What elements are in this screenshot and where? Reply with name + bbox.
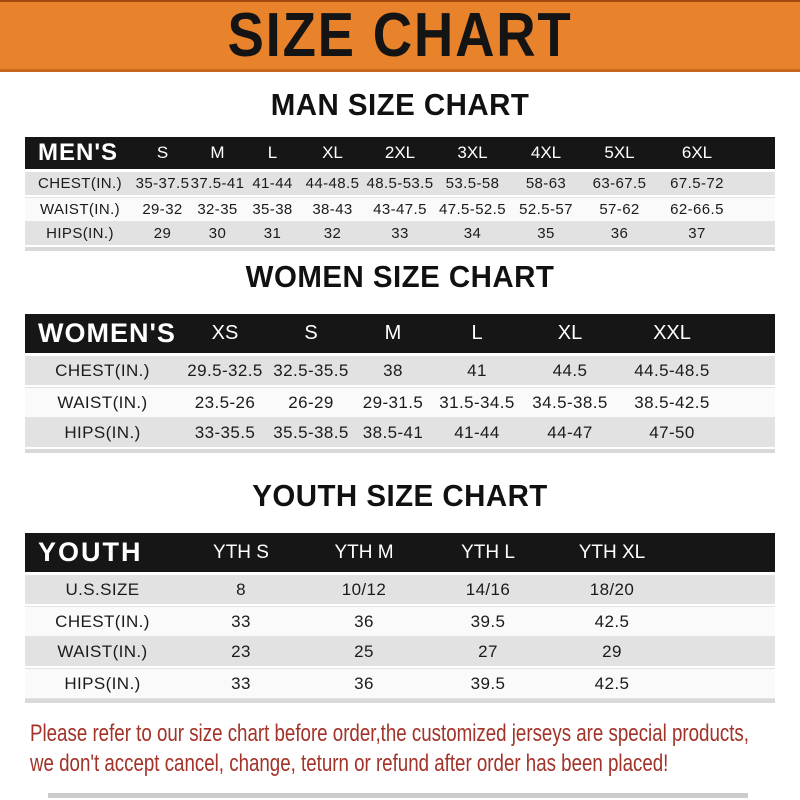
column-header-4xl: 4XL <box>510 137 582 172</box>
value-cell: 67.5-72 <box>657 172 737 197</box>
row-filler <box>724 387 775 418</box>
row-filler <box>724 418 775 449</box>
header-filler <box>737 137 775 172</box>
value-cell: 38.5-41 <box>352 418 434 449</box>
row-filler <box>737 172 775 197</box>
value-cell: 33 <box>180 668 302 699</box>
value-cell: 47-50 <box>620 418 724 449</box>
column-header-3xl: 3XL <box>435 137 510 172</box>
youth-section-heading: YOUTH SIZE CHART <box>252 478 548 513</box>
column-header-l: L <box>245 137 300 172</box>
row-filler <box>674 606 775 637</box>
column-header-xl: XL <box>520 314 620 356</box>
column-header-2xl: 2XL <box>365 137 435 172</box>
women-row-chestin <box>25 356 775 387</box>
value-cell: 35-38 <box>245 197 300 222</box>
youth-row-waistin <box>25 637 775 668</box>
disclaimer-line-2: we don't accept cancel, change, teturn or refund after order has been placed! <box>30 750 669 777</box>
column-header-6xl: 6XL <box>657 137 737 172</box>
column-header-5xl: 5XL <box>582 137 657 172</box>
value-cell: 23.5-26 <box>180 387 270 418</box>
row-label: WAIST(IN.) <box>25 637 180 668</box>
value-cell: 53.5-58 <box>435 172 510 197</box>
value-cell: 36 <box>302 668 426 699</box>
column-header-m: M <box>352 314 434 356</box>
value-cell: 57-62 <box>582 197 657 222</box>
value-cell: 37.5-41 <box>190 172 245 197</box>
row-filler <box>724 356 775 387</box>
row-label: HIPS(IN.) <box>25 668 180 699</box>
column-header-s: S <box>270 314 352 356</box>
value-cell: 63-67.5 <box>582 172 657 197</box>
value-cell: 35 <box>510 222 582 247</box>
row-filler <box>674 575 775 606</box>
row-filler <box>674 668 775 699</box>
men-row-chestin <box>25 172 775 197</box>
value-cell: 26-29 <box>270 387 352 418</box>
column-header-xxl: XXL <box>620 314 724 356</box>
value-cell: 48.5-53.5 <box>365 172 435 197</box>
row-label: HIPS(IN.) <box>25 418 180 449</box>
value-cell: 25 <box>302 637 426 668</box>
value-cell: 41 <box>434 356 520 387</box>
row-label: U.S.SIZE <box>25 575 180 606</box>
column-header-s: S <box>135 137 190 172</box>
value-cell: 31 <box>245 222 300 247</box>
value-cell: 42.5 <box>550 606 674 637</box>
section-women <box>0 259 800 453</box>
value-cell: 10/12 <box>302 575 426 606</box>
value-cell: 35.5-38.5 <box>270 418 352 449</box>
value-cell: 29-31.5 <box>352 387 434 418</box>
youth-size-table <box>25 533 775 703</box>
value-cell: 32.5-35.5 <box>270 356 352 387</box>
size-chart-banner <box>0 0 800 72</box>
row-label: WAIST(IN.) <box>25 197 135 222</box>
value-cell: 32-35 <box>190 197 245 222</box>
value-cell: 52.5-57 <box>510 197 582 222</box>
column-header-yth-s: YTH S <box>180 533 302 575</box>
value-cell: 39.5 <box>426 668 550 699</box>
value-cell: 8 <box>180 575 302 606</box>
women-header-row <box>25 314 775 356</box>
column-header-m: M <box>190 137 245 172</box>
youth-table-label: YOUTH <box>25 533 180 575</box>
value-cell: 43-47.5 <box>365 197 435 222</box>
value-cell: 37 <box>657 222 737 247</box>
women-section-heading: WOMEN SIZE CHART <box>245 259 555 294</box>
men-header-row <box>25 137 775 172</box>
value-cell: 29.5-32.5 <box>180 356 270 387</box>
column-header-yth-m: YTH M <box>302 533 426 575</box>
header-filler <box>674 533 775 575</box>
column-header-yth-xl: YTH XL <box>550 533 674 575</box>
value-cell: 30 <box>190 222 245 247</box>
value-cell: 44-48.5 <box>300 172 365 197</box>
value-cell: 31.5-34.5 <box>434 387 520 418</box>
row-label: WAIST(IN.) <box>25 387 180 418</box>
value-cell: 44.5 <box>520 356 620 387</box>
men-section-heading: MAN SIZE CHART <box>270 87 530 122</box>
value-cell: 47.5-52.5 <box>435 197 510 222</box>
men-row-hipsin <box>25 222 775 247</box>
value-cell: 39.5 <box>426 606 550 637</box>
value-cell: 27 <box>426 637 550 668</box>
value-cell: 42.5 <box>550 668 674 699</box>
value-cell: 41-44 <box>245 172 300 197</box>
men-table-label: MEN'S <box>25 137 135 172</box>
value-cell: 18/20 <box>550 575 674 606</box>
value-cell: 38-43 <box>300 197 365 222</box>
banner-title: SIZE CHART <box>227 1 573 70</box>
column-header-xl: XL <box>300 137 365 172</box>
column-header-l: L <box>434 314 520 356</box>
value-cell: 62-66.5 <box>657 197 737 222</box>
row-filler <box>674 637 775 668</box>
row-filler <box>737 222 775 247</box>
value-cell: 34 <box>435 222 510 247</box>
youth-header-row <box>25 533 775 575</box>
value-cell: 44.5-48.5 <box>620 356 724 387</box>
section-youth <box>0 478 800 703</box>
value-cell: 33 <box>365 222 435 247</box>
section-men <box>0 87 800 251</box>
row-label: CHEST(IN.) <box>25 356 180 387</box>
value-cell: 35-37.5 <box>135 172 190 197</box>
value-cell: 33 <box>180 606 302 637</box>
column-header-xs: XS <box>180 314 270 356</box>
row-label: CHEST(IN.) <box>25 172 135 197</box>
header-filler <box>724 314 775 356</box>
value-cell: 41-44 <box>434 418 520 449</box>
value-cell: 38.5-42.5 <box>620 387 724 418</box>
value-cell: 38 <box>352 356 434 387</box>
row-label: CHEST(IN.) <box>25 606 180 637</box>
disclaimer-line-1: Please refer to our size chart before order,the customized jerseys are special products, <box>30 720 750 747</box>
men-size-table <box>25 137 775 251</box>
column-header-yth-l: YTH L <box>426 533 550 575</box>
value-cell: 36 <box>302 606 426 637</box>
women-table-label: WOMEN'S <box>25 314 180 356</box>
value-cell: 23 <box>180 637 302 668</box>
disclaimer <box>30 719 800 779</box>
row-label: HIPS(IN.) <box>25 222 135 247</box>
men-row-waistin <box>25 197 775 222</box>
value-cell: 33-35.5 <box>180 418 270 449</box>
youth-row-ussize <box>25 575 775 606</box>
value-cell: 29 <box>135 222 190 247</box>
youth-row-hipsin <box>25 668 775 699</box>
women-row-hipsin <box>25 418 775 449</box>
value-cell: 32 <box>300 222 365 247</box>
women-row-waistin <box>25 387 775 418</box>
value-cell: 36 <box>582 222 657 247</box>
photo-bottom-edge <box>48 793 748 798</box>
youth-row-chestin <box>25 606 775 637</box>
value-cell: 14/16 <box>426 575 550 606</box>
value-cell: 29 <box>550 637 674 668</box>
value-cell: 34.5-38.5 <box>520 387 620 418</box>
row-filler <box>737 197 775 222</box>
value-cell: 44-47 <box>520 418 620 449</box>
value-cell: 58-63 <box>510 172 582 197</box>
value-cell: 29-32 <box>135 197 190 222</box>
women-size-table <box>25 314 775 453</box>
